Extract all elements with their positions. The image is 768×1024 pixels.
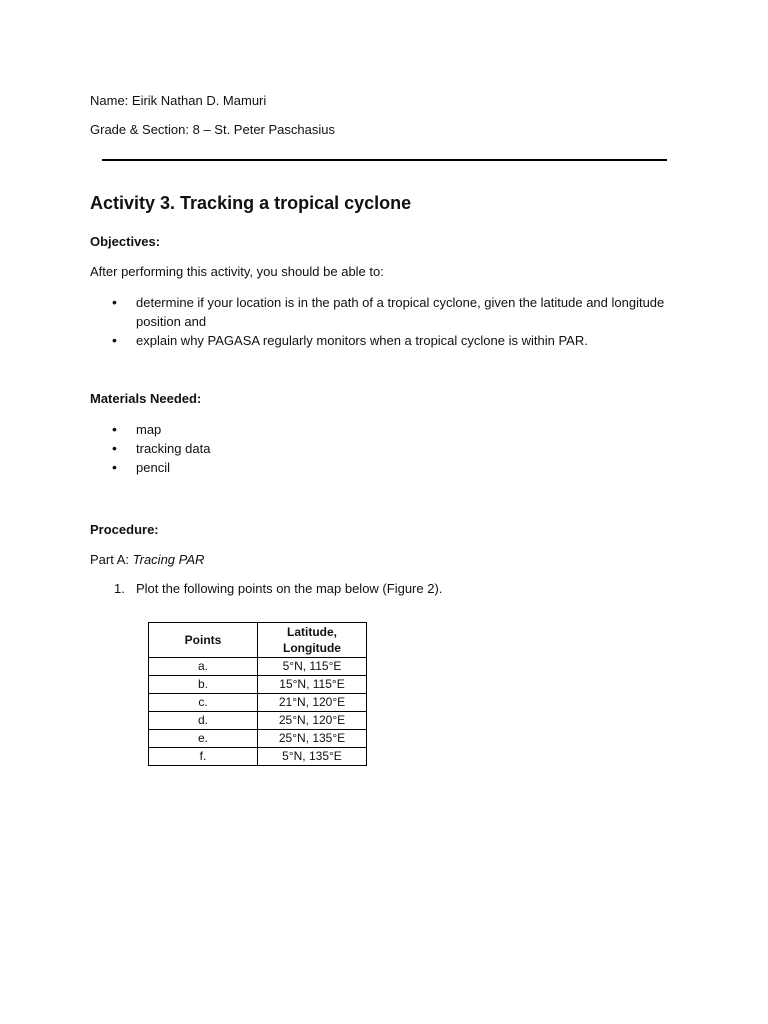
point-coordinates: 25°N, 120°E: [258, 712, 367, 730]
table-row: [149, 712, 367, 730]
activity-title: Activity 3. Tracking a tropical cyclone: [90, 193, 412, 213]
student-name: Name: Eirik Nathan D. Mamuri: [90, 93, 267, 108]
table-row: [149, 694, 367, 712]
header-divider: [102, 159, 667, 161]
point-coordinates: 25°N, 135°E: [258, 730, 367, 748]
header-longitude: Longitude: [283, 641, 341, 655]
step-1-text: Plot the following points on the map below (Figure 2).: [136, 581, 443, 596]
objective-item: • explain why PAGASA regularly monitors when a tropical cyclone is within PAR.: [112, 331, 668, 350]
objectives-intro: After performing this activity, you should be able to:: [90, 264, 384, 279]
points-table: [148, 622, 367, 766]
point-coordinates: 21°N, 120°E: [258, 694, 367, 712]
materials-list: [112, 420, 210, 477]
objectives-heading: Objectives:: [90, 234, 161, 249]
point-label: b.: [149, 676, 258, 694]
header-points: Points: [149, 623, 258, 658]
materials-heading: Materials Needed:: [90, 391, 202, 406]
point-label: d.: [149, 712, 258, 730]
point-label: e.: [149, 730, 258, 748]
point-label: c.: [149, 694, 258, 712]
table-row: [149, 676, 367, 694]
table-row: [149, 730, 367, 748]
header-lat-long: [258, 623, 367, 658]
table-header-row: [149, 623, 367, 658]
step-1-number: 1.: [114, 581, 125, 596]
point-coordinates: 15°N, 115°E: [258, 676, 367, 694]
table-row: [149, 658, 367, 676]
material-item: • pencil: [112, 458, 210, 477]
procedure-heading: Procedure:: [90, 522, 159, 537]
part-a-title: Tracing PAR: [132, 552, 205, 567]
point-label: a.: [149, 658, 258, 676]
point-label: f.: [149, 748, 258, 766]
objectives-list: [112, 293, 668, 350]
material-item: • map: [112, 420, 210, 439]
table-row: [149, 748, 367, 766]
header-latitude: Latitude,: [287, 625, 337, 639]
objective-item: • determine if your location is in the path of a tropical cyclone, given the latitude and longitude position and: [112, 293, 668, 331]
point-coordinates: 5°N, 115°E: [258, 658, 367, 676]
material-item: • tracking data: [112, 439, 210, 458]
grade-section: Grade & Section: 8 – St. Peter Paschasius: [90, 122, 335, 137]
part-a-prefix: Part A:: [90, 552, 133, 567]
part-a-label: [90, 552, 204, 568]
point-coordinates: 5°N, 135°E: [258, 748, 367, 766]
